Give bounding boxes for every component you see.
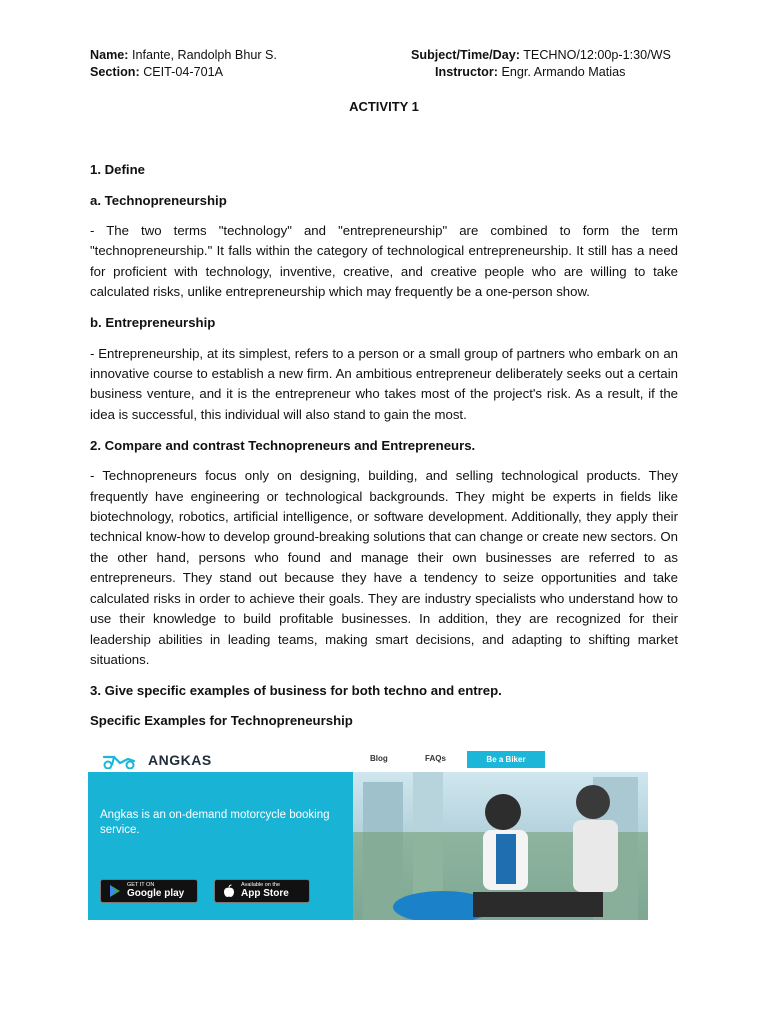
name-label: Name:	[90, 48, 129, 62]
instructor-label: Instructor:	[435, 65, 498, 79]
nav-blog: Blog	[370, 754, 388, 763]
entre-heading: b. Entrepreneurship	[90, 315, 216, 331]
banner-hero	[88, 772, 648, 920]
document-body	[90, 160, 678, 742]
apple-small-text: Available on the	[241, 882, 281, 888]
banner-nav	[88, 748, 648, 772]
page-title: ACTIVITY 1	[349, 99, 419, 114]
google-small-text: GET IT ON	[127, 882, 155, 888]
subject-line	[411, 47, 671, 64]
google-play-icon	[108, 884, 122, 898]
compare-paragraph: - Technopreneurs focus only on designing, building, and selling technological products. They frequently have engineering or technological backgrounds. They might be experts in fields like biotechnology, robotics, artificial intelligence, or software development. Additionally, they apply their technical know-how to develop ground-breaking solutions that can change or create new sectors. On the other hand, persons who found and manage their own businesses are referred to as entrepreneurs. They stand out because they have a tendency to seize opportunities and take calculated risks in order to achieve their goals. They are industry specialists who understand how to use their knowledge to build profitable businesses. In addition, they are recognized for their leadership abilities in leading teams, making smart decisions, and adapting to shifting market situations.	[90, 468, 678, 667]
google-play-badge	[100, 879, 198, 903]
techno-heading: a. Technopreneurship	[90, 192, 227, 208]
banner-tagline: Angkas is an on-demand motorcycle booking service.	[100, 809, 330, 836]
apple-big-text: App Store	[241, 888, 289, 899]
name-line	[90, 47, 277, 64]
angkas-banner-image	[88, 748, 648, 920]
subject-label: Subject/Time/Day:	[411, 48, 520, 62]
riders-photo-icon	[353, 772, 648, 920]
app-store-badge	[214, 879, 310, 903]
be-a-biker-button: Be a Biker	[467, 751, 545, 768]
brand-name: ANGKAS	[148, 752, 212, 768]
instructor-value: Engr. Armando Matias	[501, 65, 626, 79]
nav-faqs: FAQs	[425, 754, 446, 763]
techno-paragraph: - The two terms "technology" and "entrepreneurship" are combined to form the term "technopreneurship." It falls within the category of technological entrepreneurship. It still has a need for proficient with technology, inventive, creative, and creative people who are willing to take calculated risks, unlike entrepreneurship which may frequently be a one-person show.	[90, 223, 678, 300]
section-line	[90, 64, 223, 81]
section-label: Section:	[90, 65, 140, 79]
subject-value: TECHNO/12:00p-1:30/WS	[523, 48, 671, 62]
instructor-line	[435, 64, 625, 81]
google-big-text: Google play	[127, 888, 185, 899]
examples-heading: 3. Give specific examples of business for both techno and entrep.	[90, 682, 502, 698]
define-heading: 1. Define	[90, 162, 145, 177]
motorcycle-logo-icon	[100, 753, 138, 769]
specific-heading: Specific Examples for Technopreneurship	[90, 713, 353, 729]
section-value: CEIT-04-701A	[143, 65, 223, 79]
compare-heading: 2. Compare and contrast Technopreneurs and Entrepreneurs.	[90, 437, 476, 453]
entre-paragraph: - Entrepreneurship, at its simplest, refers to a person or a small group of partners who embark on an innovative course to establish a new firm. An ambitious entrepreneur deliberately seeks out a certain business venture, and it is the entrepreneur who takes most of the project's risk. As a result, if the idea is successful, this individual will also stand to gain the most.	[90, 345, 678, 422]
apple-icon	[222, 884, 236, 898]
name-value: Infante, Randolph Bhur S.	[132, 48, 277, 62]
